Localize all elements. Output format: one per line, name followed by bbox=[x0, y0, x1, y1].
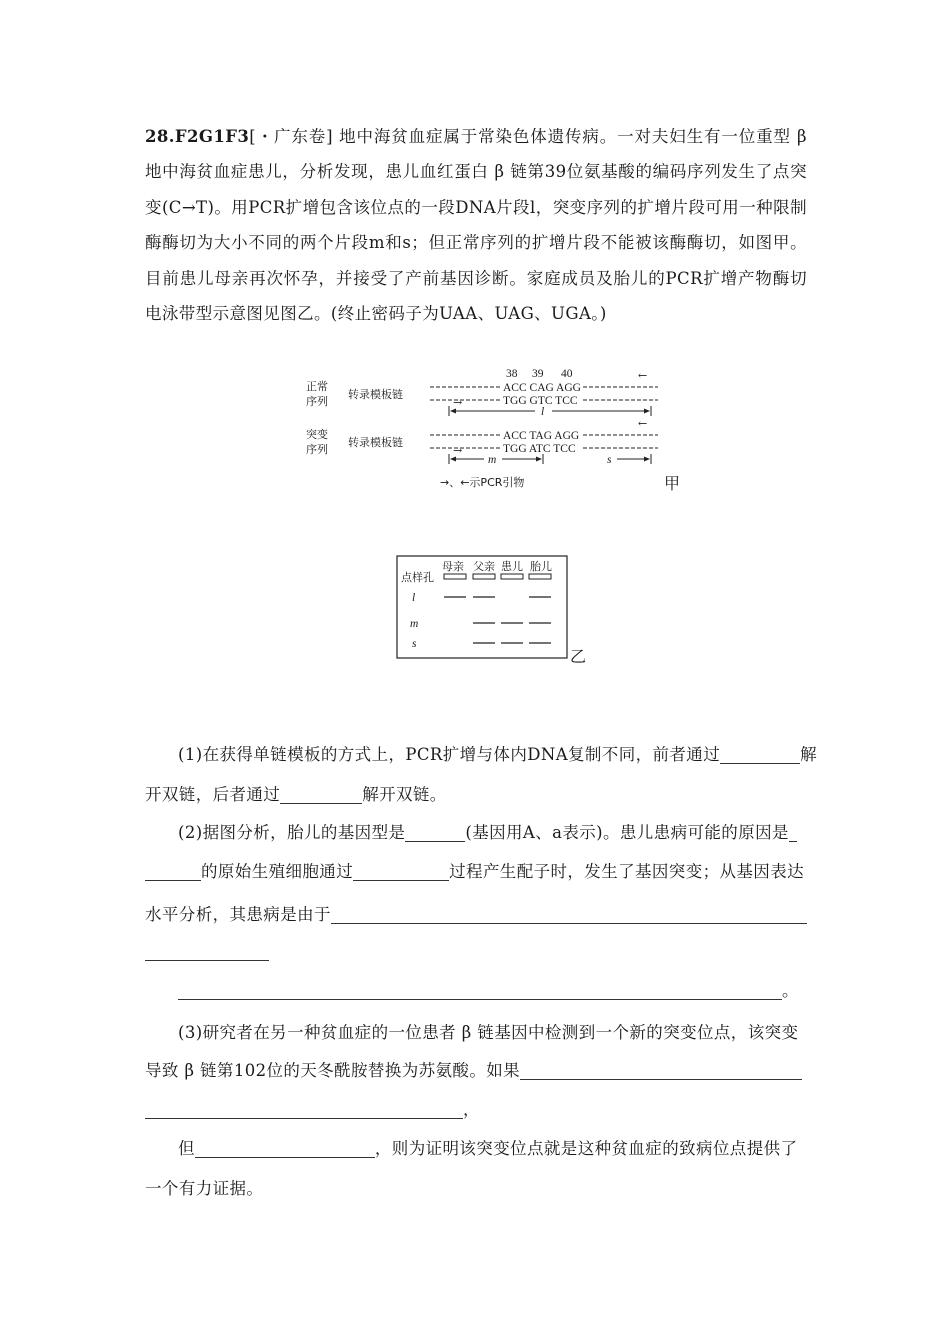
normal-label-2: 序列 bbox=[306, 395, 328, 408]
normal-template-label: 转录模板链 bbox=[348, 388, 403, 401]
normal-bottom-seq: TGG GTC TCC bbox=[503, 395, 578, 407]
primer-forward-normal: → bbox=[453, 396, 463, 409]
part2-text-d: 过程产生配子时，发生了基因突变；从基因表达 bbox=[449, 862, 805, 881]
part1-text-a: (1)在获得单链模板的方式上，PCR扩增与体内DNA复制不同，前者通过 bbox=[178, 745, 721, 764]
primer-reverse-mutant: ← bbox=[638, 417, 648, 430]
codon-40: 40 bbox=[561, 368, 573, 380]
col-patient: 患儿 bbox=[501, 560, 523, 573]
part2-text-a: (2)据图分析，胎儿的基因型是 bbox=[178, 823, 406, 842]
part3-line2 bbox=[145, 1056, 807, 1086]
mutant-top-seq: ACC TAG AGG bbox=[503, 430, 580, 442]
part2-blank-reason-c[interactable] bbox=[178, 979, 782, 1000]
mutant-label-2: 序列 bbox=[306, 443, 328, 456]
figure-b-label: 乙 bbox=[570, 647, 587, 666]
figure-a-label: 甲 bbox=[664, 474, 681, 493]
part3-text-b: 导致 β 链第102位的天冬酰胺替换为苏氨酸。如果 bbox=[145, 1061, 521, 1080]
part2-blank-reason-a[interactable] bbox=[331, 903, 807, 924]
part2-blank-reason-b[interactable] bbox=[145, 940, 269, 961]
part3-line3 bbox=[145, 1095, 807, 1125]
part3-line5 bbox=[145, 1174, 807, 1204]
part2-blank-parent-a[interactable] bbox=[789, 821, 797, 842]
fragment-s: s bbox=[607, 454, 612, 466]
col-fetus: 胎儿 bbox=[530, 560, 552, 573]
part1-text-d: 解开双链。 bbox=[362, 785, 447, 804]
mutant-bottom-seq: TGG ATC TCC bbox=[503, 443, 576, 455]
well-label: 点样孔 bbox=[401, 571, 434, 584]
part1-blank-2[interactable] bbox=[280, 783, 362, 804]
question-number: 28.F2G1F3 bbox=[145, 127, 250, 146]
fragment-m: m bbox=[488, 454, 497, 466]
primer-reverse-normal: ← bbox=[638, 369, 648, 382]
part2-line4 bbox=[145, 937, 807, 967]
part3-text-d: ，则为证明该突变位点就是这种贫血症的致病位点提供了 bbox=[374, 1139, 798, 1158]
part2-end: 。 bbox=[782, 981, 799, 1000]
part3-comma: ， bbox=[463, 1100, 480, 1119]
part2-text-e: 水平分析，其患病是由于 bbox=[145, 905, 331, 924]
row-s: s bbox=[412, 638, 417, 650]
part1-line2 bbox=[145, 780, 807, 810]
part3-line4 bbox=[178, 1134, 840, 1164]
normal-label-1: 正常 bbox=[306, 380, 328, 393]
part3-line1 bbox=[178, 1018, 840, 1048]
figure-a-diagram bbox=[290, 362, 690, 494]
mutant-label-1: 突变 bbox=[306, 428, 328, 441]
part3-text-e: 一个有力证据。 bbox=[145, 1179, 264, 1198]
question-intro bbox=[145, 119, 807, 331]
part2-text-c: 的原始生殖细胞通过 bbox=[201, 862, 354, 881]
mutant-template-label: 转录模板链 bbox=[348, 436, 403, 449]
part3-blank-if-b[interactable] bbox=[145, 1098, 463, 1119]
part3-text-c: 但 bbox=[178, 1139, 195, 1158]
part1-text-b: 解 bbox=[800, 745, 818, 764]
question-text: 地中海贫血症属于常染色体遗传病。一对夫妇生有一位重型 β 地中海贫血症患儿，分析发现，患儿血红蛋白 β 链第39位氨基酸的编码序列发生了点突变(C→T)。用PCR扩增包含该位点的一段DNA片段l，突变序列的扩增片段可用一种限制酶酶切为大小不同的两个片段m和s；但正常序列的扩增片段不能被该酶酶切，如图甲。目前患儿母亲再次怀孕，并接受了产前基因诊断。家庭成员及胎儿的PCR扩增产物酶切电泳带型示意图见图乙。(终止密码子为UAA、UAG、UGA。) bbox=[145, 127, 807, 324]
part1-text-c: 开双链，后者通过 bbox=[145, 785, 281, 804]
codon-38: 38 bbox=[506, 368, 518, 380]
part2-blank-process[interactable] bbox=[353, 860, 449, 881]
part2-blank-parent-b[interactable] bbox=[145, 860, 201, 881]
primer-legend: →、←示PCR引物 bbox=[440, 476, 525, 489]
part2-line5 bbox=[178, 976, 840, 1006]
col-father: 父亲 bbox=[473, 560, 495, 573]
part2-line3 bbox=[145, 900, 807, 930]
part3-blank-if-a[interactable] bbox=[520, 1059, 802, 1080]
figure-b-gel bbox=[396, 555, 568, 659]
normal-top-seq: ACC CAG AGG bbox=[503, 382, 581, 394]
primer-forward-mutant: → bbox=[453, 444, 463, 457]
part1-line1 bbox=[178, 740, 840, 770]
fragment-l: l bbox=[541, 406, 545, 418]
question-source: [・广东卷] bbox=[249, 127, 333, 146]
part2-blank-genotype[interactable] bbox=[405, 821, 465, 842]
part2-text-b: (基因用A、a表示)。患儿患病可能的原因是 bbox=[465, 823, 789, 842]
part3-blank-but[interactable] bbox=[195, 1137, 375, 1158]
part2-line2 bbox=[145, 857, 807, 887]
row-m: m bbox=[410, 618, 419, 630]
part1-blank-1[interactable] bbox=[720, 743, 800, 764]
col-mother: 母亲 bbox=[442, 560, 464, 573]
codon-39: 39 bbox=[532, 368, 544, 380]
part2-line1 bbox=[178, 818, 840, 848]
part3-text-a: (3)研究者在另一种贫血症的一位患者 β 链基因中检测到一个新的突变位点，该突变 bbox=[178, 1023, 799, 1042]
row-l: l bbox=[412, 592, 416, 604]
